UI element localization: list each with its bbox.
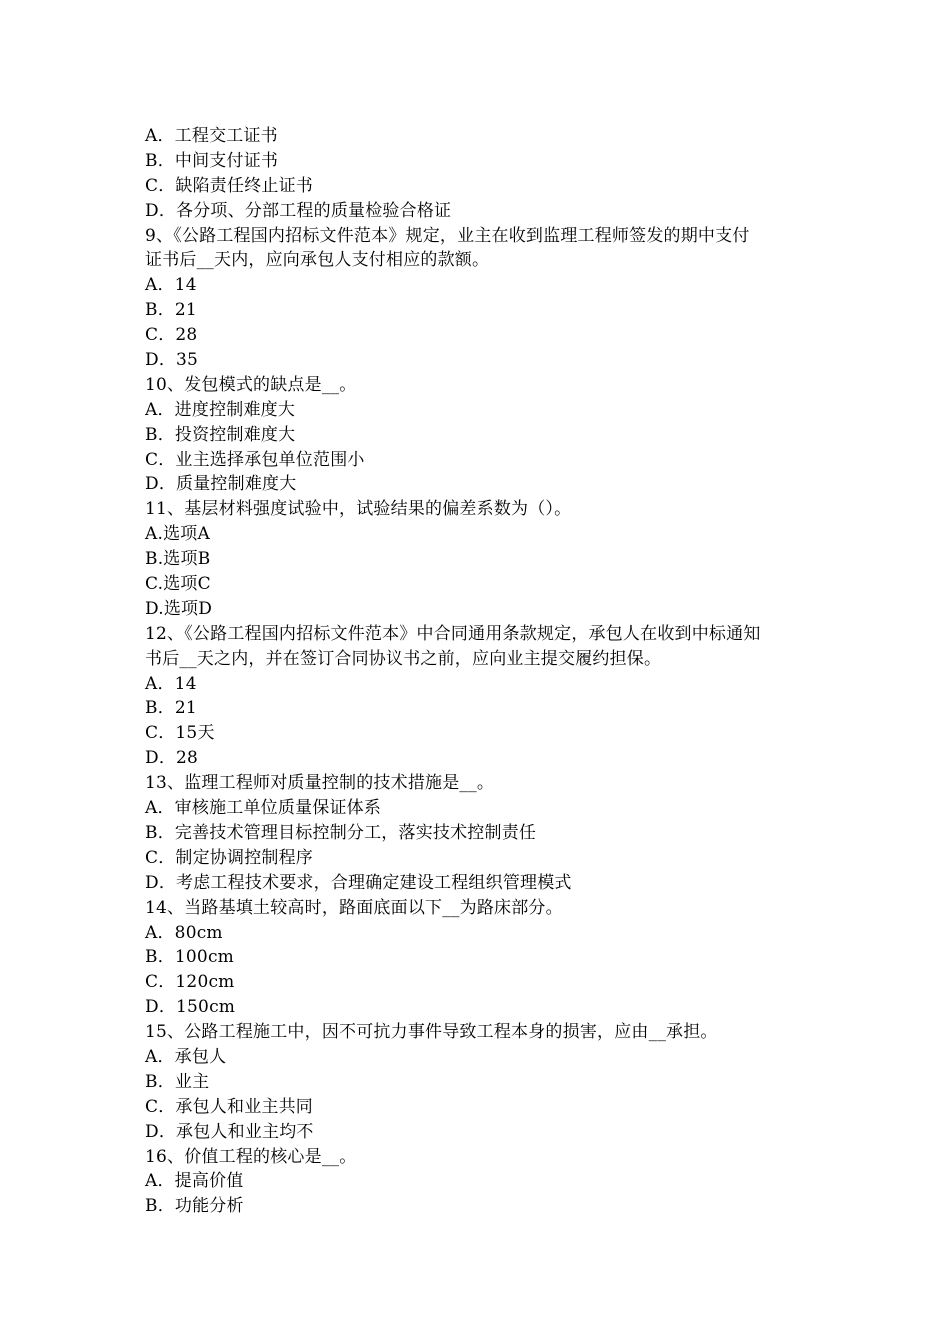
- option-line: C．15天: [145, 723, 215, 744]
- option-line: B．投资控制难度大: [145, 424, 296, 445]
- option-line: A．进度控制难度大: [145, 399, 296, 420]
- option-line: A．工程交工证书: [145, 126, 278, 146]
- option-line: B．业主: [145, 1071, 210, 1092]
- option-line: A．承包人: [145, 1046, 227, 1067]
- option-line: A.选项A: [145, 524, 210, 545]
- option-line: C．缺陷责任终止证书: [145, 175, 314, 196]
- option-line: B．中间支付证书: [145, 150, 279, 171]
- question-line-cont: 证书后__天内，应向承包人支付相应的款额。: [145, 250, 490, 271]
- option-line: A．14: [145, 275, 197, 296]
- question-line: 12、《公路工程国内招标文件范本》中合同通用条款规定，承包人在收到中标通知: [145, 623, 761, 644]
- option-line: B.选项B: [145, 549, 211, 570]
- option-line: D．28: [145, 748, 199, 769]
- option-line: D.选项D: [145, 598, 213, 619]
- option-line: C.选项C: [145, 574, 211, 595]
- option-line: D．35: [145, 350, 199, 371]
- option-line: B．100cm: [145, 947, 234, 968]
- option-line: C．28: [145, 325, 198, 346]
- option-line: D．质量控制难度大: [145, 474, 297, 495]
- document-page: [145, 124, 815, 1219]
- option-line: C．120cm: [145, 972, 235, 993]
- option-line: B．完善技术管理目标控制分工，落实技术控制责任: [145, 822, 537, 843]
- option-line: B．21: [145, 300, 197, 321]
- question-line: 10、发包模式的缺点是__。: [145, 374, 357, 395]
- option-line: C．承包人和业主共同: [145, 1096, 314, 1117]
- option-line: D．150cm: [145, 997, 236, 1018]
- option-line: A．提高价值: [145, 1171, 244, 1192]
- option-line: A．审核施工单位质量保证体系: [145, 798, 382, 819]
- option-line: B．21: [145, 698, 197, 719]
- question-line: 15、公路工程施工中，因不可抗力事件导致工程本身的损害，应由__承担。: [145, 1022, 718, 1043]
- question-line-cont: 书后__天之内，并在签订合同协议书之前，应向业主提交履约担保。: [145, 648, 662, 669]
- option-line: A．14: [145, 673, 197, 694]
- question-line: 14、当路基填土较高时，路面底面以下__为路床部分。: [145, 897, 563, 918]
- option-line: C．业主选择承包单位范围小: [145, 449, 365, 470]
- question-line: 16、价值工程的核心是__。: [145, 1146, 357, 1167]
- option-line: A．80cm: [145, 922, 223, 943]
- question-line: 11、基层材料强度试验中，试验结果的偏差系数为（）。: [145, 499, 572, 520]
- option-line: C．制定协调控制程序: [145, 847, 314, 868]
- option-line: D．考虑工程技术要求，合理确定建设工程组织管理模式: [145, 872, 572, 893]
- option-line: B．功能分析: [145, 1196, 244, 1217]
- option-line: D．各分项、分部工程的质量检验合格证: [145, 200, 452, 221]
- option-line: D．承包人和业主均不: [145, 1121, 314, 1142]
- question-line: 13、监理工程师对质量控制的技术措施是__。: [145, 773, 495, 794]
- question-line: 9、《公路工程国内招标文件范本》规定，业主在收到监理工程师签发的期中支付: [145, 225, 750, 246]
